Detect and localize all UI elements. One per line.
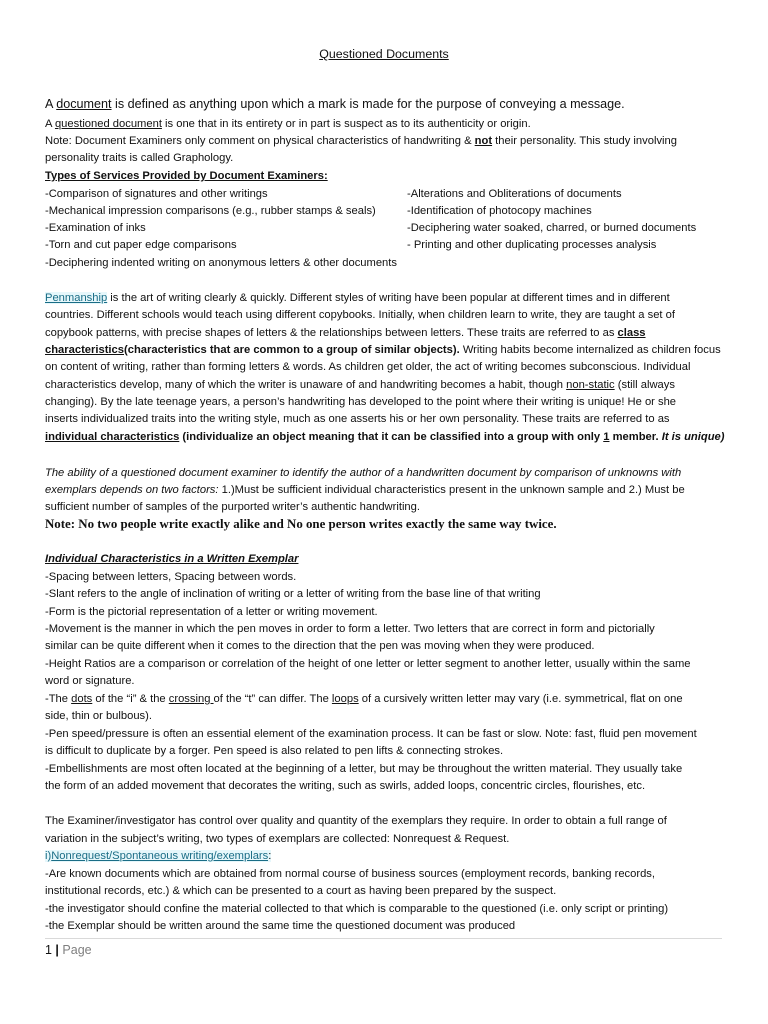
individual-line: -Pen speed/pressure is often an essential element of the examination process. It can be fast or slow. Note: fast, fluid pen movement bbox=[45, 728, 697, 740]
nonrequest-link[interactable]: Nonrequest/Spontaneous writing/exemplars bbox=[51, 850, 269, 862]
penmanship-line: changing). By the late teenage years, a person’s handwriting has developed to the point where their writing is unique! He or she bbox=[45, 396, 677, 408]
examiner-line: -the Exemplar should be written around the same time the questioned document was produced bbox=[45, 920, 516, 932]
page-footer: 1 | Page bbox=[45, 943, 92, 957]
page-number: 1 bbox=[45, 943, 52, 957]
individual-line: word or signature. bbox=[45, 675, 135, 687]
penmanship-line: characteristics develop, many of which the writer is unaware of and handwriting becomes a habit, though non-static (still always bbox=[45, 379, 675, 391]
examiner-line: -Are known documents which are obtained from normal course of business sources (employment records, banking records, bbox=[45, 868, 656, 880]
services-row: -Comparison of signatures and other writings -Alterations and Obliterations of documents bbox=[45, 188, 622, 200]
individual-line: -Height Ratios are a comparison or correlation of the height of one letter or letter segment to another letter, usually within the same bbox=[45, 658, 691, 670]
page-label: Page bbox=[62, 943, 92, 957]
note-line-2: personality traits is called Graphology. bbox=[45, 152, 234, 164]
services-heading: Types of Services Provided by Document Examiners: bbox=[45, 170, 328, 182]
document-definition: A document is defined as anything upon which a mark is made for the purpose of conveying a message. bbox=[45, 97, 625, 111]
penmanship-line: on content of writing, rather than forming letters & words. As children get older, the act of writing becomes subconscious. Individual bbox=[45, 361, 691, 373]
examiner-line: institutional records, etc.) & which can be presented to a court as having been prepared by the suspect. bbox=[45, 885, 557, 897]
penmanship-line: characteristics(characteristics that are common to a group of similar objects). Writing habits become internalized as children focus bbox=[45, 344, 721, 356]
individual-line: -The dots of the “i” & the crossing of the “t” can differ. The loops of a cursively written letter may vary (i.e. symmetrical, flat on one bbox=[45, 693, 683, 705]
examiner-line: -the investigator should confine the material collected to that which is comparable to the questioned (i.e. only script or printing) bbox=[45, 903, 669, 915]
penmanship-line: inserts individualized traits into the writing style, much as one asserts his or her own personality. These traits are referred to as bbox=[45, 413, 670, 425]
individual-line: -Spacing between letters, Spacing between words. bbox=[45, 571, 297, 583]
individual-line: -Form is the pictorial representation of a letter or writing movement. bbox=[45, 606, 378, 618]
services-row: -Deciphering indented writing on anonymous letters & other documents bbox=[45, 257, 397, 269]
individual-line: is difficult to duplicate by a forger. Pen speed is also related to pen lifts & connecting strokes. bbox=[45, 745, 504, 757]
no-two-alike-note: Note: No two people write exactly alike and No one person writes exactly the same way twice. bbox=[45, 517, 557, 531]
individual-heading: Individual Characteristics in a Written Exemplar bbox=[45, 553, 299, 565]
nonrequest-heading: i)Nonrequest/Spontaneous writing/exemplars: bbox=[45, 850, 272, 862]
individual-line: side, thin or bulbous). bbox=[45, 710, 152, 722]
ability-line: The ability of a questioned document examiner to identify the author of a handwritten document by comparison of unknowns with bbox=[45, 467, 682, 479]
individual-line: -Slant refers to the angle of inclination of writing or a letter of writing from the base line of that writing bbox=[45, 588, 541, 600]
questioned-document-definition: A questioned document is one that in its entirety or in part is suspect as to its authenticity or origin. bbox=[45, 118, 531, 130]
services-row: -Torn and cut paper edge comparisons - Printing and other duplicating processes analysis bbox=[45, 239, 657, 251]
penmanship-line: copybook patterns, with precise shapes of letters & the relationships between letters. These traits are referred to as class bbox=[45, 327, 646, 339]
ability-line: exemplars depends on two factors: 1.)Must be sufficient individual characteristics present in the unknown sample and 2.) Must be bbox=[45, 484, 685, 496]
page-title: Questioned Documents bbox=[319, 47, 449, 61]
penmanship-link[interactable]: Penmanship bbox=[45, 292, 108, 304]
individual-line: similar can be quite different when it comes to the direction that the pen was moving when they were produced. bbox=[45, 640, 595, 652]
services-row: -Examination of inks -Deciphering water soaked, charred, or burned documents bbox=[45, 222, 697, 234]
individual-line: -Embellishments are most often located at the beginning of a letter, but may be throughout the written material. They usually take bbox=[45, 763, 683, 775]
individual-line: the form of an added movement that decorates the writing, such as swirls, added loops, concentric circles, flourishes, etc. bbox=[45, 780, 646, 792]
footer-divider bbox=[45, 938, 722, 939]
examiner-line: The Examiner/investigator has control over quality and quantity of the exemplars they require. In order to obtain a full range of bbox=[45, 815, 667, 827]
examiner-line: variation in the subject’s writing, two types of exemplars are collected: Nonrequest & Request. bbox=[45, 833, 510, 845]
penmanship-line: countries. Different schools would teach using different copybooks. Initially, when children learn to write, they are taught a set of bbox=[45, 309, 675, 321]
note-line-1: Note: Document Examiners only comment on physical characteristics of handwriting & not their personality. This study involving bbox=[45, 135, 677, 147]
penmanship-line: Penmanship is the art of writing clearly & quickly. Different styles of writing have been popular at different times and in different bbox=[45, 292, 670, 304]
penmanship-line: individual characteristics (individualize an object meaning that it can be classified into a group with only 1 member. It is unique) bbox=[45, 431, 725, 443]
ability-line: sufficient number of samples of the purported writer’s authentic handwriting. bbox=[45, 501, 420, 513]
services-row: -Mechanical impression comparisons (e.g., rubber stamps & seals) -Identification of photocopy machines bbox=[45, 205, 592, 217]
individual-line: -Movement is the manner in which the pen moves in order to form a letter. Two letters that are correct in form and pictorially bbox=[45, 623, 655, 635]
